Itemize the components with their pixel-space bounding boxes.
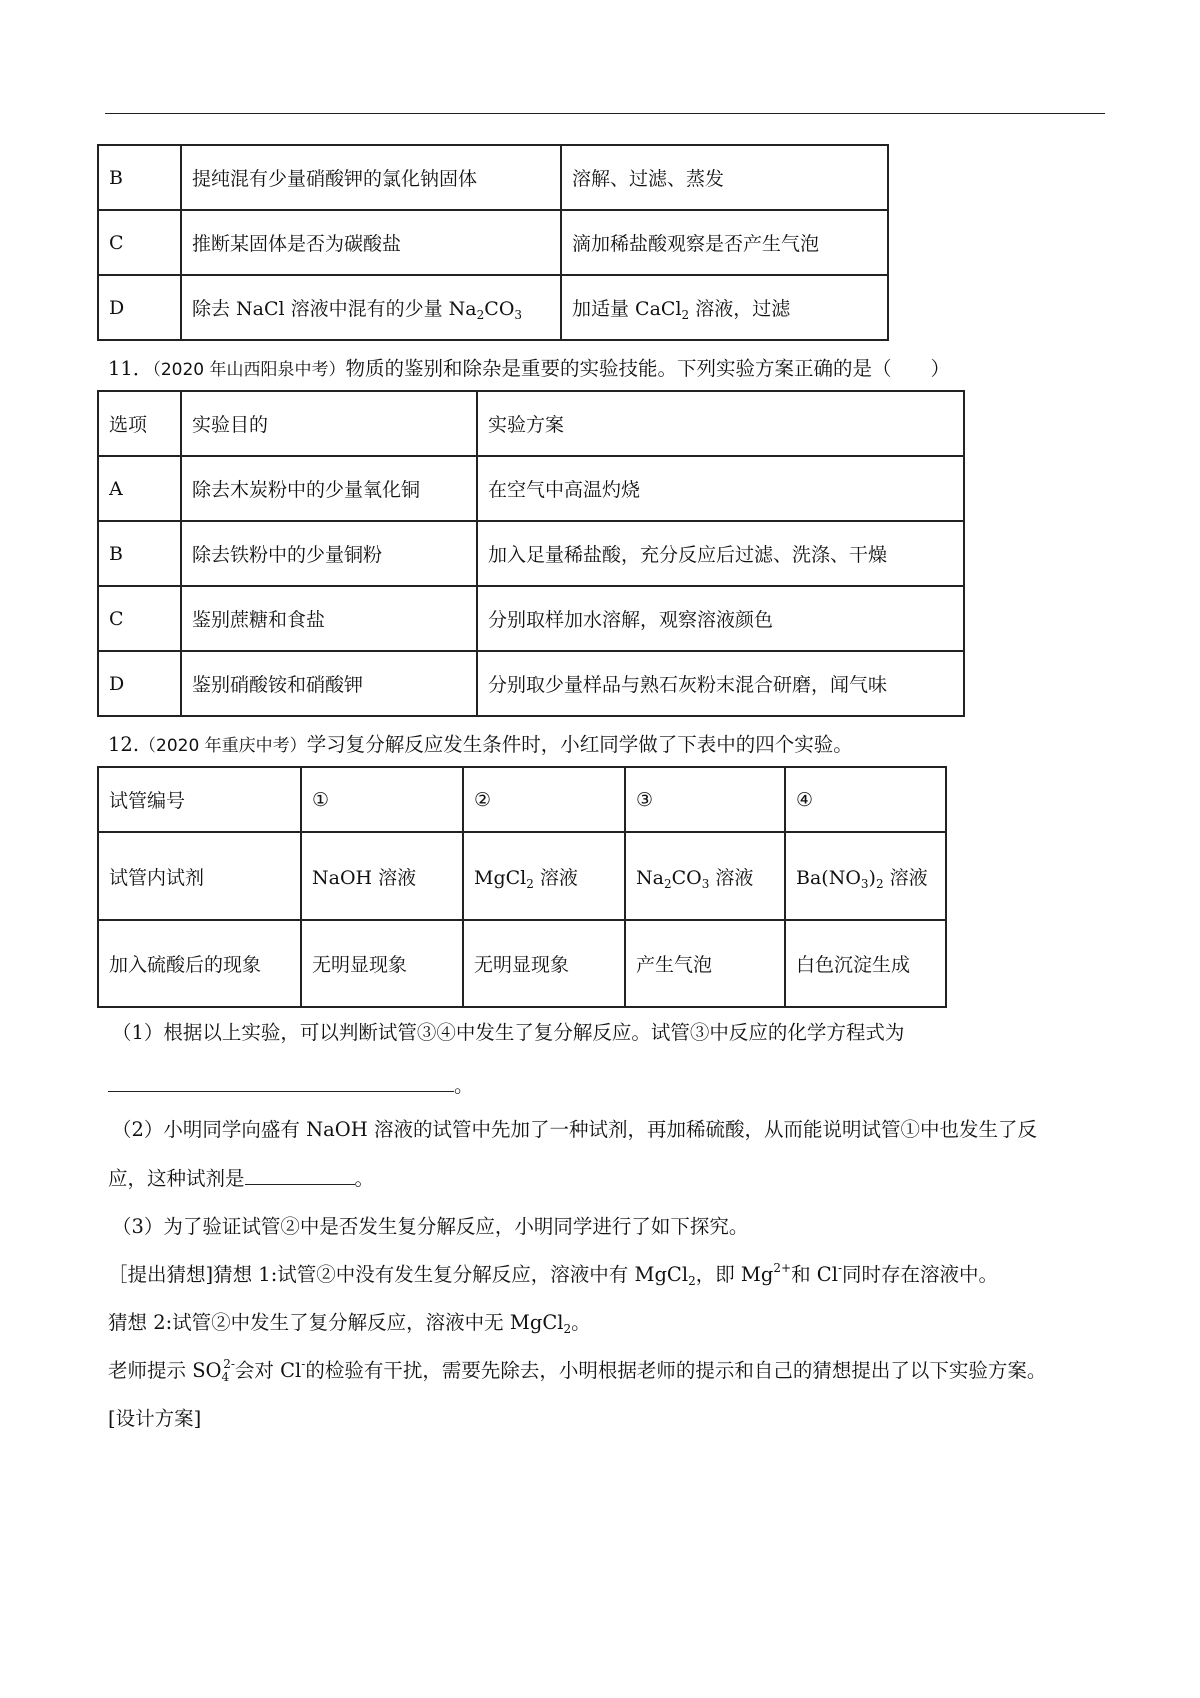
purpose-cell: 提纯混有少量硝酸钾的氯化钠固体 [181,145,561,210]
method-cell: 在空气中高温灼烧 [477,456,964,521]
option-cell: C [98,586,181,651]
option-cell: D [98,275,181,340]
table-row [98,920,946,1007]
table-q12 [97,766,947,1008]
table-header-row [98,391,964,456]
option-cell: B [98,145,181,210]
tube-number: ③ [625,767,785,832]
question-11-stem: 11．（2020 年山西阳泉中考）物质的鉴别和除杂是重要的实验技能。下列实验方案正确的是（ ） [108,357,951,380]
table-row [98,210,888,275]
question-12-stem: 12.（2020 年重庆中考）学习复分解反应发生条件时，小红同学做了下表中的四个实验。 [108,733,853,756]
answer-blank[interactable] [108,1074,454,1092]
answer-blank[interactable] [245,1167,355,1185]
phenomenon-cell: 产生气泡 [625,920,785,1007]
method-cell: 溶解、过滤、蒸发 [561,145,888,210]
purpose-cell: 除去木炭粉中的少量氧化铜 [181,456,477,521]
table-row [98,456,964,521]
method-cell: 加适量 CaCl$_2$ 溶液，过滤 [561,275,888,340]
phenomenon-cell: 无明显现象 [463,920,625,1007]
tube-number: ② [463,767,625,832]
table-row [98,275,888,340]
method-cell: 滴加稀盐酸观察是否产生气泡 [561,210,888,275]
purpose-cell: 鉴别硝酸铵和硝酸钾 [181,651,477,716]
sub-question-3: （3）为了验证试管②中是否发生复分解反应，小明同学进行了如下探究。 [112,1215,749,1238]
table-row [98,832,946,920]
hypothesis-2: 猜想 2:试管②中发生了复分解反应，溶液中无 MgCl$_2$。 [108,1311,591,1336]
table-row [98,767,946,832]
column-header: 选项 [98,391,181,456]
purpose-cell: 鉴别蔗糖和食盐 [181,586,477,651]
table-q11 [97,390,965,717]
reagent-cell: NaOH 溶液 [301,832,463,920]
teacher-hint: 老师提示 $SO_4^{2-}$会对 Cl-的检验有干扰，需要先除去，小明根据老师的提示和自己的猜想提出了以下实验方案。 [108,1357,1047,1384]
design-heading: [设计方案] [108,1407,202,1430]
header-rule [105,113,1105,114]
table-q10-continued [97,144,889,341]
tube-number: ① [301,767,463,832]
method-cell: 加入足量稀盐酸，充分反应后过滤、洗涤、干燥 [477,521,964,586]
purpose-cell: 除去铁粉中的少量铜粉 [181,521,477,586]
table-row [98,145,888,210]
row-label: 加入硫酸后的现象 [98,920,301,1007]
sub-question-1-answer-line: 。 [108,1070,474,1098]
method-cell: 分别取样加水溶解，观察溶液颜色 [477,586,964,651]
option-cell: A [98,456,181,521]
sub-question-1: （1）根据以上实验，可以判断试管③④中发生了复分解反应。试管③中反应的化学方程式为 [112,1021,905,1044]
sub-question-2-line2: 应，这种试剂是 。 [108,1167,375,1190]
reagent-cell: MgCl$_2$ 溶液 [463,832,625,920]
table-row [98,521,964,586]
table-row [98,586,964,651]
purpose-cell: 推断某固体是否为碳酸盐 [181,210,561,275]
method-cell: 分别取少量样品与熟石灰粉末混合研磨，闻气味 [477,651,964,716]
purpose-cell: 除去 NaCl 溶液中混有的少量 $Na_2CO_3$ [181,275,561,340]
column-header: 实验方案 [477,391,964,456]
option-cell: B [98,521,181,586]
sub-question-2-line1: （2）小明同学向盛有 NaOH 溶液的试管中先加了一种试剂，再加稀硫酸，从而能说明试管①中也发生了反 [112,1118,1037,1141]
reagent-cell: $Ba(NO_3)_2$ 溶液 [785,832,946,920]
reagent-cell: $Na_2CO_3$ 溶液 [625,832,785,920]
phenomenon-cell: 无明显现象 [301,920,463,1007]
table-row [98,651,964,716]
row-label: 试管编号 [98,767,301,832]
hypothesis-1: ［提出猜想]猜想 1:试管②中没有发生复分解反应，溶液中有 MgCl$_2$，即 $Mg^{2+}$和 Cl-同时存在溶液中。 [108,1261,999,1288]
row-label: 试管内试剂 [98,832,301,920]
tube-number: ④ [785,767,946,832]
phenomenon-cell: 白色沉淀生成 [785,920,946,1007]
column-header: 实验目的 [181,391,477,456]
option-cell: C [98,210,181,275]
option-cell: D [98,651,181,716]
